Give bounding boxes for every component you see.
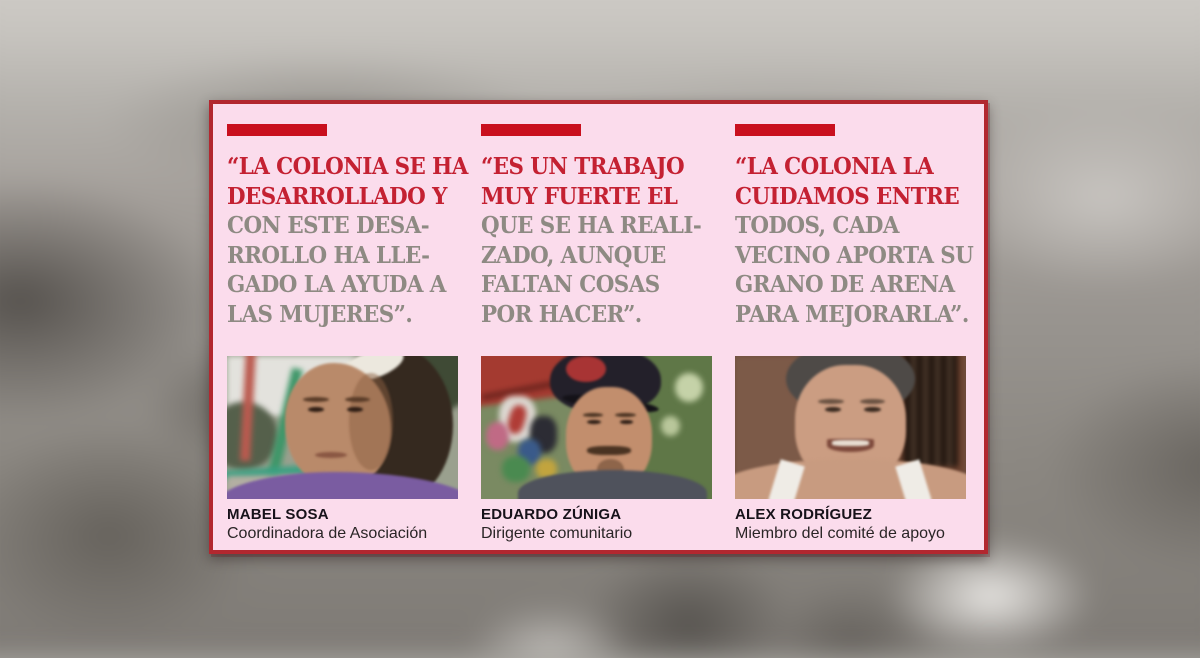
person-role: Coordinadora de Asociación bbox=[227, 525, 428, 542]
quote-column-mabel bbox=[227, 124, 468, 550]
photo-alex-rodriguez bbox=[735, 356, 966, 499]
quote-text bbox=[735, 152, 974, 329]
quote-line: CUIDAMOS ENTRE bbox=[735, 182, 960, 210]
quote-line: LAS MUJERES”. bbox=[227, 300, 413, 328]
quote-line: POR HACER”. bbox=[481, 300, 642, 328]
quote-line: MUY FUERTE EL bbox=[481, 182, 678, 210]
quote-column-alex bbox=[735, 124, 974, 550]
quote-line: CON ESTE DESA- bbox=[227, 212, 430, 239]
quote-line: RROLLO HA LLE- bbox=[227, 241, 430, 269]
person-name: ALEX RODRÍGUEZ bbox=[735, 506, 872, 523]
person-role: Dirigente comunitario bbox=[481, 525, 633, 542]
quote-line: FALTAN COSAS bbox=[481, 271, 660, 298]
person-role: Miembro del comité de apoyo bbox=[735, 525, 945, 542]
accent-bar bbox=[227, 124, 327, 136]
quote-line: TODOS, CADA bbox=[735, 212, 899, 239]
photo-eduardo-zuniga bbox=[481, 356, 712, 499]
quotes-panel bbox=[209, 100, 988, 554]
quote-line: “LA COLONIA SE HA bbox=[227, 153, 468, 180]
accent-bar bbox=[481, 124, 581, 136]
quote-line: “ES UN TRABAJO bbox=[481, 153, 685, 180]
person-name: EDUARDO ZÚNIGA bbox=[481, 506, 622, 523]
quote-text bbox=[227, 152, 468, 329]
quote-line: GRANO DE ARENA bbox=[735, 271, 955, 298]
accent-bar bbox=[735, 124, 835, 136]
quote-line: GADO LA AYUDA A bbox=[227, 271, 446, 298]
quote-line: “LA COLONIA LA bbox=[735, 153, 934, 180]
photo-mabel-sosa bbox=[227, 356, 458, 499]
quote-column-eduardo bbox=[481, 124, 712, 550]
person-name: MABEL SOSA bbox=[227, 506, 329, 523]
quote-text bbox=[481, 152, 712, 329]
quote-line: VECINO APORTA SU bbox=[735, 241, 974, 269]
quote-line: PARA MEJORARLA”. bbox=[735, 300, 969, 328]
quote-line: QUE SE HA REALI- bbox=[481, 212, 702, 239]
quote-line: DESARROLLADO Y bbox=[227, 182, 447, 210]
quote-line: ZADO, AUNQUE bbox=[481, 241, 666, 269]
